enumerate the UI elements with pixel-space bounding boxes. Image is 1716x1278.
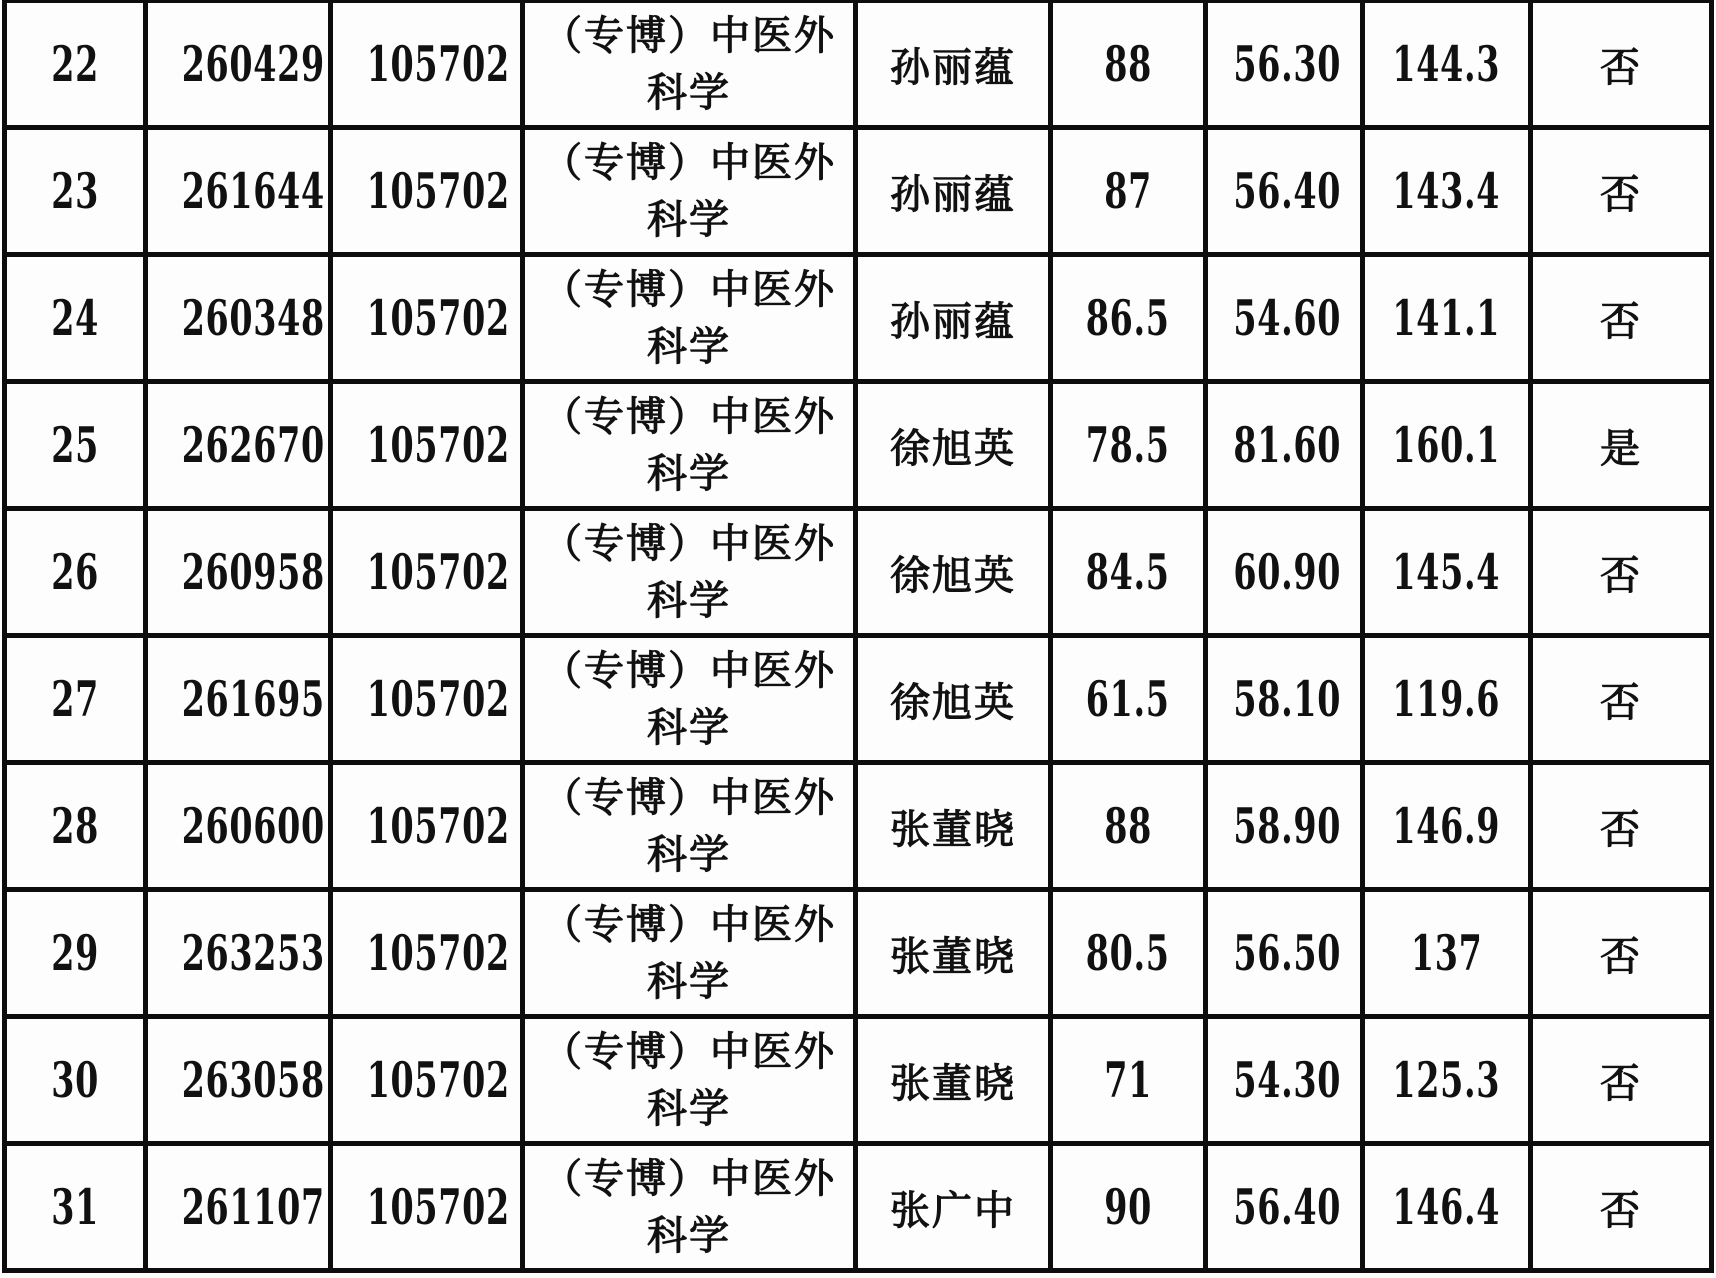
cell-major-code: 105702 <box>331 763 523 890</box>
cell-major-name: （专博）中医外 科学 <box>523 1017 856 1144</box>
table-row <box>5 509 1712 636</box>
cell-supervisor-name: 徐旭英 <box>856 636 1051 763</box>
table-row <box>5 382 1712 509</box>
cell-score-1: 78.5 <box>1051 382 1206 509</box>
cell-exam-number: 261107 <box>146 1144 331 1271</box>
cell-total-score: 141.1 <box>1363 255 1531 382</box>
cell-major-name: （专博）中医外 科学 <box>523 1144 856 1271</box>
cell-score-1: 88 <box>1051 763 1206 890</box>
cell-score-1: 71 <box>1051 1017 1206 1144</box>
cell-admitted-flag: 否 <box>1531 890 1712 1017</box>
cell-major-name: （专博）中医外 科学 <box>523 1 856 128</box>
score-table-body <box>5 1 1712 1271</box>
cell-total-score: 125.3 <box>1363 1017 1531 1144</box>
cell-supervisor-name: 张董晓 <box>856 1017 1051 1144</box>
cell-major-code: 105702 <box>331 1 523 128</box>
cell-score-2: 56.50 <box>1206 890 1363 1017</box>
cell-exam-number: 262670 <box>146 382 331 509</box>
cell-major-name: （专博）中医外 科学 <box>523 636 856 763</box>
cell-supervisor-name: 张董晓 <box>856 890 1051 1017</box>
cell-exam-number: 260958 <box>146 509 331 636</box>
cell-sequence-number: 26 <box>5 509 146 636</box>
cell-score-2: 81.60 <box>1206 382 1363 509</box>
cell-score-2: 56.40 <box>1206 128 1363 255</box>
cell-sequence-number: 30 <box>5 1017 146 1144</box>
cell-total-score: 144.3 <box>1363 1 1531 128</box>
cell-admitted-flag: 是 <box>1531 382 1712 509</box>
cell-sequence-number: 22 <box>5 1 146 128</box>
cell-total-score: 146.4 <box>1363 1144 1531 1271</box>
cell-score-1: 90 <box>1051 1144 1206 1271</box>
cell-supervisor-name: 张董晓 <box>856 763 1051 890</box>
cell-exam-number: 260600 <box>146 763 331 890</box>
table-row <box>5 890 1712 1017</box>
cell-score-2: 56.40 <box>1206 1144 1363 1271</box>
cell-score-2: 54.30 <box>1206 1017 1363 1144</box>
table-row <box>5 128 1712 255</box>
cell-major-name: （专博）中医外 科学 <box>523 509 856 636</box>
cell-supervisor-name: 孙丽蕴 <box>856 128 1051 255</box>
cell-major-name: （专博）中医外 科学 <box>523 890 856 1017</box>
cell-supervisor-name: 徐旭英 <box>856 509 1051 636</box>
cell-admitted-flag: 否 <box>1531 763 1712 890</box>
cell-sequence-number: 25 <box>5 382 146 509</box>
cell-major-name: （专博）中医外 科学 <box>523 763 856 890</box>
cell-total-score: 146.9 <box>1363 763 1531 890</box>
cell-score-2: 54.60 <box>1206 255 1363 382</box>
cell-major-code: 105702 <box>331 509 523 636</box>
cell-score-2: 56.30 <box>1206 1 1363 128</box>
cell-total-score: 137 <box>1363 890 1531 1017</box>
score-table <box>2 0 1714 1273</box>
cell-total-score: 145.4 <box>1363 509 1531 636</box>
cell-score-1: 86.5 <box>1051 255 1206 382</box>
cell-score-1: 87 <box>1051 128 1206 255</box>
cell-score-2: 58.90 <box>1206 763 1363 890</box>
table-row <box>5 636 1712 763</box>
cell-exam-number: 261695 <box>146 636 331 763</box>
cell-sequence-number: 27 <box>5 636 146 763</box>
cell-supervisor-name: 张广中 <box>856 1144 1051 1271</box>
cell-sequence-number: 28 <box>5 763 146 890</box>
table-row <box>5 1 1712 128</box>
cell-total-score: 119.6 <box>1363 636 1531 763</box>
cell-major-code: 105702 <box>331 382 523 509</box>
cell-total-score: 160.1 <box>1363 382 1531 509</box>
cell-score-1: 88 <box>1051 1 1206 128</box>
cell-major-code: 105702 <box>331 1017 523 1144</box>
cell-admitted-flag: 否 <box>1531 1017 1712 1144</box>
cell-admitted-flag: 否 <box>1531 1144 1712 1271</box>
cell-major-name: （专博）中医外 科学 <box>523 128 856 255</box>
cell-supervisor-name: 孙丽蕴 <box>856 1 1051 128</box>
cell-admitted-flag: 否 <box>1531 509 1712 636</box>
table-row <box>5 1144 1712 1271</box>
cell-sequence-number: 24 <box>5 255 146 382</box>
cell-exam-number: 260429 <box>146 1 331 128</box>
cell-major-code: 105702 <box>331 890 523 1017</box>
cell-sequence-number: 29 <box>5 890 146 1017</box>
table-row <box>5 1017 1712 1144</box>
cell-major-code: 105702 <box>331 128 523 255</box>
cell-exam-number: 263058 <box>146 1017 331 1144</box>
cell-exam-number: 261644 <box>146 128 331 255</box>
cell-admitted-flag: 否 <box>1531 1 1712 128</box>
cell-admitted-flag: 否 <box>1531 636 1712 763</box>
cell-sequence-number: 31 <box>5 1144 146 1271</box>
cell-score-2: 60.90 <box>1206 509 1363 636</box>
cell-score-2: 58.10 <box>1206 636 1363 763</box>
cell-exam-number: 260348 <box>146 255 331 382</box>
cell-score-1: 61.5 <box>1051 636 1206 763</box>
cell-score-1: 80.5 <box>1051 890 1206 1017</box>
cell-major-name: （专博）中医外 科学 <box>523 255 856 382</box>
cell-admitted-flag: 否 <box>1531 128 1712 255</box>
cell-admitted-flag: 否 <box>1531 255 1712 382</box>
cell-exam-number: 263253 <box>146 890 331 1017</box>
cell-total-score: 143.4 <box>1363 128 1531 255</box>
table-row <box>5 763 1712 890</box>
cell-major-name: （专博）中医外 科学 <box>523 382 856 509</box>
cell-score-1: 84.5 <box>1051 509 1206 636</box>
cell-supervisor-name: 孙丽蕴 <box>856 255 1051 382</box>
cell-major-code: 105702 <box>331 636 523 763</box>
cell-major-code: 105702 <box>331 255 523 382</box>
cell-supervisor-name: 徐旭英 <box>856 382 1051 509</box>
cell-sequence-number: 23 <box>5 128 146 255</box>
table-row <box>5 255 1712 382</box>
cell-major-code: 105702 <box>331 1144 523 1271</box>
